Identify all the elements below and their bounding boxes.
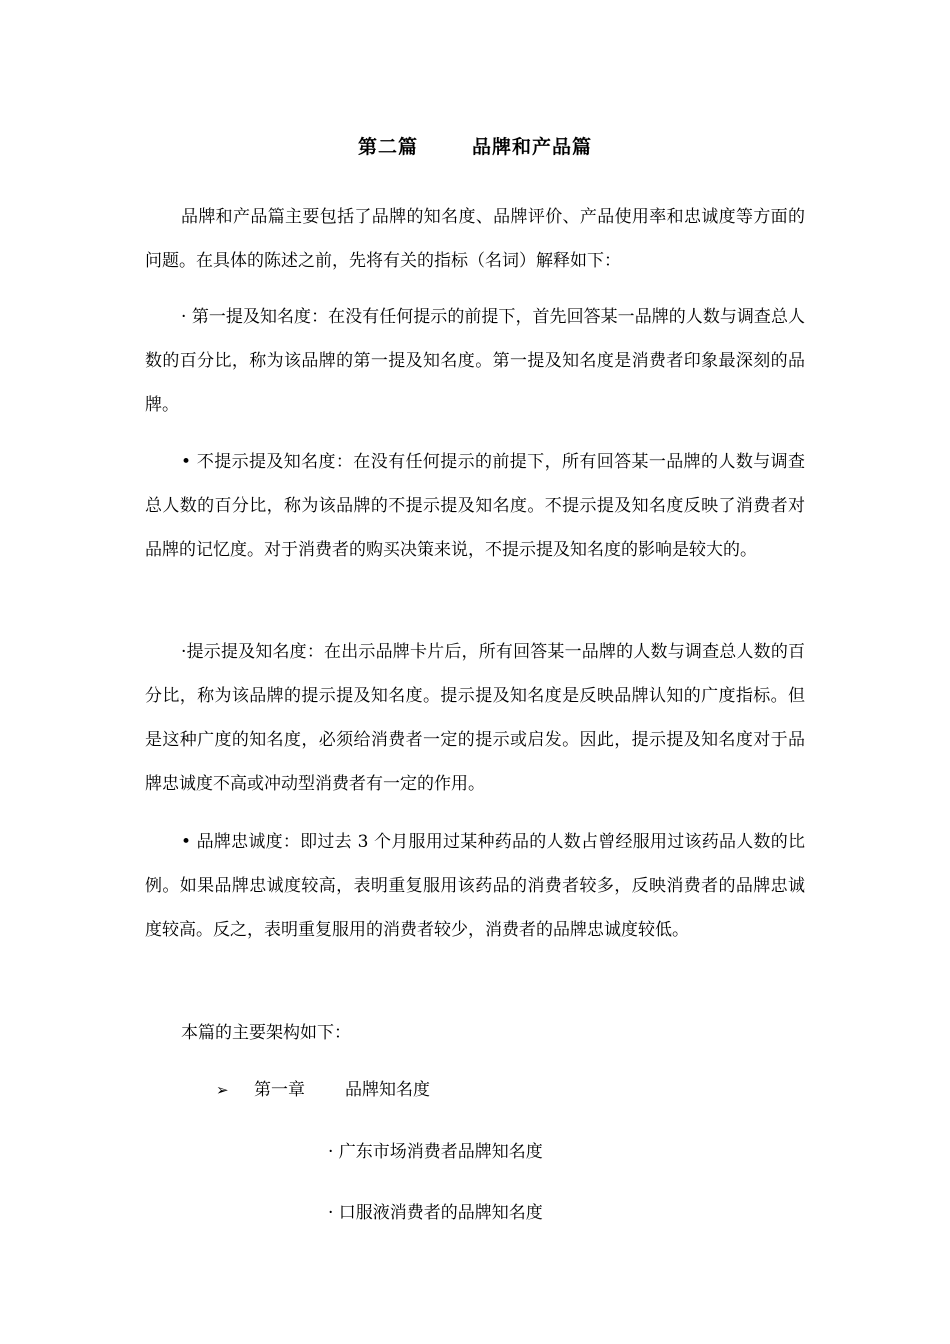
outline-item: · 口服液消费者的品牌知名度 [328,1203,543,1223]
chapter-number: 第一章 [254,1080,305,1100]
chapter-name: 品牌知名度 [345,1080,430,1100]
page-title [0,134,950,160]
title-part: 第二篇 [357,136,418,158]
definition-first-mention-awareness: · 第一提及知名度：在没有任何提示的前提下，首先回答某一品牌的人数与调查总人数的百分比，称为该品牌的第一提及知名度。第一提及知名度是消费者印象最深刻的品牌。 [145,307,805,415]
title-name: 品牌和产品篇 [472,136,593,158]
definition-aided-awareness: ·提示提及知名度：在出示品牌卡片后，所有回答某一品牌的人数与调查总人数的百分比，称为该品牌的提示提及知名度。提示提及知名度是反映品牌认知的广度指标。但是这种广度的知名度，必须给消费者一定的提示或启发。因此，提示提及知名度对于品牌忠诚度不高或冲动型消费者有一定的作用。 [145,642,805,794]
outline-item: · 广东市场消费者品牌知名度 [328,1142,543,1162]
chapter-heading [216,1072,430,1108]
definition-unaided-awareness: • 不提示提及知名度：在没有任何提示的前提下，所有回答某一品牌的人数与调查总人数的百分比，称为该品牌的不提示提及知名度。不提示提及知名度反映了消费者对品牌的记忆度。对于消费者的购买决策来说，不提示提及知名度的影响是较大的。 [145,452,805,560]
arrow-bullet-icon: ➢ [216,1081,229,1099]
outline-intro: 本篇的主要架构如下： [181,1023,351,1043]
intro-paragraph: 品牌和产品篇主要包括了品牌的知名度、品牌评价、产品使用率和忠诚度等方面的问题。在具体的陈述之前，先将有关的指标（名词）解释如下： [145,207,805,271]
definition-brand-loyalty: • 品牌忠诚度：即过去 3 个月服用过某种药品的人数占曾经服用过该药品人数的比例。如果品牌忠诚度较高，表明重复服用该药品的消费者较多，反映消费者的品牌忠诚度较高。反之，表明重复服用的消费者较少，消费者的品牌忠诚度较低。 [145,832,805,940]
